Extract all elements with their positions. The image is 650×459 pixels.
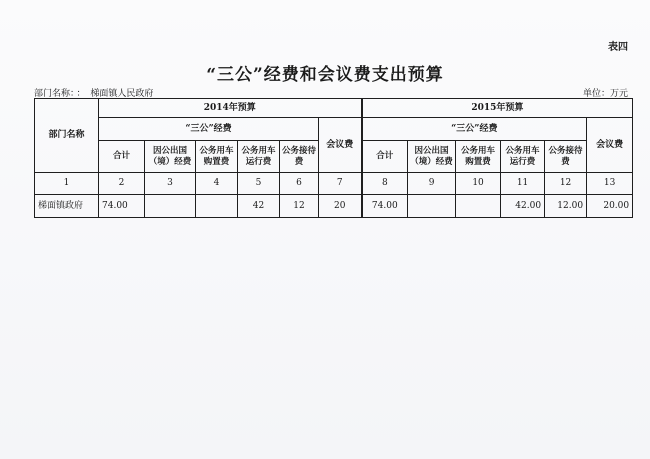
table-number: 表四 (608, 42, 628, 53)
column-number-row (35, 173, 633, 195)
cell-overseas-2014 (145, 195, 196, 218)
meeting-header-2014: 会议费 (319, 118, 362, 173)
car-running-header-2015: 公务用车 运行费 (501, 141, 545, 173)
col-number: 8 (362, 173, 408, 195)
car-purchase-header-2015: 公务用车 购置费 (456, 141, 501, 173)
cell-total-2015: 74.00 (362, 195, 408, 218)
col-number: 9 (408, 173, 456, 195)
car-purchase-header-2014: 公务用车 购置费 (196, 141, 238, 173)
department-label: 部门名称： (34, 89, 75, 99)
cell-reception-2015: 12.00 (545, 195, 587, 218)
total-header-2015: 合计 (362, 141, 408, 173)
cell-meeting-2015: 20.00 (587, 195, 633, 218)
col-number: 7 (319, 173, 362, 195)
sangong-header-2014: “三公”经费 (99, 118, 319, 141)
reception-header-2014: 公务接待 费 (280, 141, 319, 173)
cell-overseas-2015 (408, 195, 456, 218)
header-row-groups (35, 118, 633, 141)
cell-meeting-2014: 20 (319, 195, 362, 218)
cell-car-running-2015: 42.00 (501, 195, 545, 218)
cell-total-2014: 74.00 (99, 195, 145, 218)
overseas-header-2015: 因公出国 （境）经费 (408, 141, 456, 173)
col-number: 13 (587, 173, 633, 195)
total-header-2014: 合计 (99, 141, 145, 173)
cell-car-purchase-2014 (196, 195, 238, 218)
cell-car-purchase-2015 (456, 195, 501, 218)
unit-label: 单位：万元 (582, 89, 628, 99)
col-number: 3 (145, 173, 196, 195)
header-row-years (35, 99, 633, 118)
reception-header-2015: 公务接待 费 (545, 141, 587, 173)
col-number: 2 (99, 173, 145, 195)
col-number: 10 (456, 173, 501, 195)
department-colon: ： (76, 89, 86, 99)
col-number: 4 (196, 173, 238, 195)
col-number: 5 (238, 173, 280, 195)
page-title: “三公”经费和会议费支出预算 (206, 65, 444, 85)
year-2014-header: 2014年预算 (99, 99, 362, 118)
overseas-header-2014: 因公出国 （境）经费 (145, 141, 196, 173)
table-row (35, 195, 633, 218)
year-2015-header: 2015年预算 (362, 99, 633, 118)
dept-name-header: 部门名称 (35, 99, 99, 173)
meeting-header-2015: 会议费 (587, 118, 633, 173)
col-number: 1 (35, 173, 99, 195)
col-number: 12 (545, 173, 587, 195)
col-number: 6 (280, 173, 319, 195)
cell-car-running-2014: 42 (238, 195, 280, 218)
department-value: 梯面镇人民政府 (90, 89, 154, 99)
row-dept-name: 梯面镇政府 (35, 195, 99, 218)
cell-reception-2014: 12 (280, 195, 319, 218)
sangong-header-2015: “三公”经费 (362, 118, 587, 141)
car-running-header-2014: 公务用车 运行费 (238, 141, 280, 173)
col-number: 11 (501, 173, 545, 195)
budget-table (34, 98, 633, 218)
